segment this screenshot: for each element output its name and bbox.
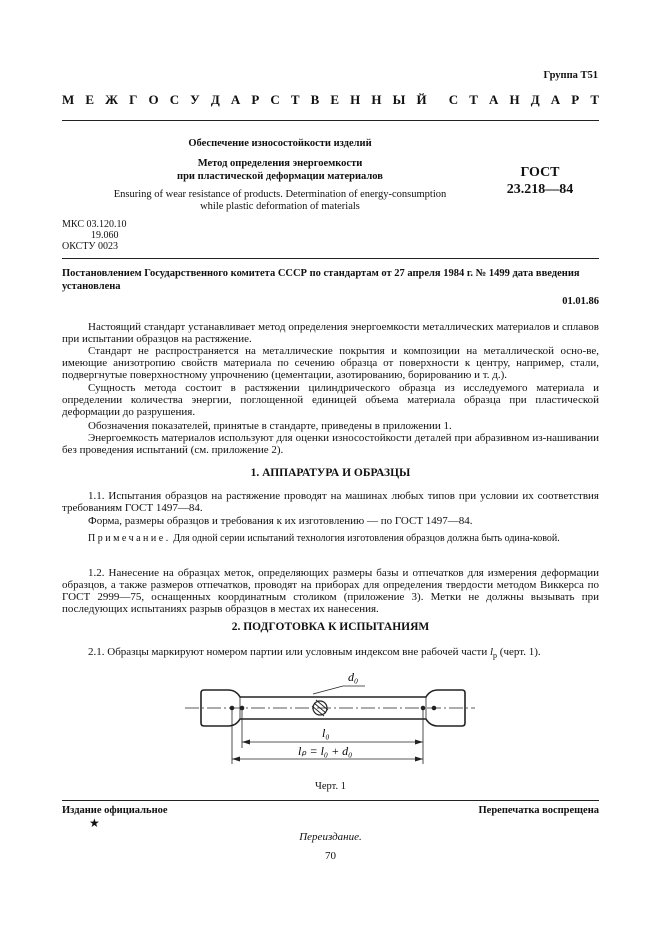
d0-label: d₀	[348, 670, 359, 684]
d0-leader	[313, 686, 343, 694]
banner-letter: Й	[416, 92, 427, 107]
figure-caption: Черт. 1	[315, 781, 346, 792]
gauge-mark-right	[432, 706, 437, 711]
specimen-drawing	[180, 664, 480, 778]
banner-letter: Д	[210, 92, 220, 107]
lp-arrow-left	[232, 757, 240, 762]
section-1-paragraph-2: Форма, размеры образцов и требования к их изготовлению — по ГОСТ 1497—84.	[88, 515, 473, 527]
introduction-date: 01.01.86	[562, 296, 599, 307]
standard-banner	[62, 92, 599, 108]
banner-letter: С	[448, 92, 459, 107]
group-code: Группа Т51	[543, 70, 598, 81]
banner-letter: Г	[129, 92, 138, 107]
gauge-mark-inner-right	[421, 706, 426, 711]
bottom-rule	[62, 800, 599, 801]
edition-label: Издание официальное	[62, 805, 168, 816]
okstu-code: ОКСТУ 0023	[62, 241, 119, 252]
section-2-paragraph-1: 2.1. Образцы маркируют номером партии или условным индексом вне рабочей части $l_p$ (черт. 1).	[88, 646, 541, 661]
gauge-mark-inner-left	[240, 706, 245, 711]
title-line-2: Метод определения энергоемкости	[197, 158, 363, 169]
intro-paragraph-3: Сущность метода состоит в растяжении цилиндрического образца из исследуемого материала и определении количества энергии, поглощенной единицей объема материала образца при пластической деформации до разрушения.	[62, 382, 599, 418]
gost-label: ГОСТ	[520, 165, 560, 180]
banner-letter: А	[550, 92, 561, 107]
reprint-notice: Перепечатка воспрещена	[478, 805, 599, 816]
english-title-1: Ensuring of wear resistance of products. Determination of energy-consumption	[113, 189, 447, 200]
intro-paragraph-1: Настоящий стандарт устанавливает метод определения энергоемкости металлических материалов и сплавов при испытании образцов на растяжение.	[62, 321, 599, 345]
banner-letter: Е	[330, 92, 340, 107]
english-title-2: while plastic deformation of materials	[200, 201, 360, 212]
intro-paragraph-4: Обозначения показателей, принятые в стандарте, приведены в приложении 1.	[88, 420, 452, 432]
banner-letter: Н	[371, 92, 382, 107]
banner-letter: А	[230, 92, 241, 107]
lp-label: lₚ = l₀ + d₀	[298, 744, 353, 758]
lp-arrow-right	[415, 757, 423, 762]
banner-letter: Т	[290, 92, 300, 107]
gauge-mark-left	[230, 706, 235, 711]
section-1-heading: 1. АППАРАТУРА И ОБРАЗЦЫ	[250, 467, 411, 479]
star-icon: ★	[89, 816, 100, 830]
mks-code-2: 19.060	[91, 230, 119, 241]
banner-letter: Ы	[392, 92, 406, 107]
top-rule	[62, 120, 599, 121]
banner-letter: С	[169, 92, 180, 107]
l0-arrow-right	[415, 740, 423, 745]
page-number: 70	[325, 850, 336, 862]
section-1-paragraph-3: 1.2. Нанесение на образцах меток, определяющих размеры базы и отпечатков для измерения деформации образцов, а также размеров отпечатков, проводят на приборах для определения твердости методом Виккерса по ГОСТ 2999—75, оснащенных координатным столиком (приложение 3). Метки не должны вызывать при последующих испытаниях разрыв образцов в местах их нанесения.	[62, 567, 599, 615]
banner-letter: Т	[590, 92, 599, 107]
mks-code-1: МКС 03.120.10	[62, 219, 127, 230]
gost-number: 23.218—84	[506, 182, 574, 197]
reissue-label: Переиздание.	[299, 831, 362, 843]
banner-letter: Ж	[105, 92, 118, 107]
banner-letter: У	[190, 92, 200, 107]
l0-arrow-left	[242, 740, 250, 745]
banner-letter: Н	[509, 92, 520, 107]
intro-paragraph-5: Энергоемкость материалов используют для оценки износостойкости деталей при абразивном из-нашивании без проведения испытаний (см. приложение 2).	[62, 432, 599, 456]
decree-text: Постановлением Государственного комитета СССР по стандартам от 27 апреля 1984 г. № 1499 дата введения установлена	[62, 268, 580, 292]
banner-letter: О	[148, 92, 159, 107]
banner-letter: А	[489, 92, 499, 107]
intro-paragraph-2: Стандарт не распространяется на металлические покрытия и композиции на металлической осно-ве, имеющие анизотропию свойств материала по сечению образца от поверхности к центру, например, стали, подвергнутые поверхностному упрочнению (цементации, азотированию, борированию и т. д.).	[62, 345, 599, 381]
banner-letter: Д	[530, 92, 540, 107]
middle-rule	[62, 258, 599, 259]
section-1-note: Примечание. Для одной серии испытаний технология изготовления образцов должна быть одина-ковой.	[88, 533, 560, 544]
banner-letter: Р	[251, 92, 260, 107]
banner-letter: Е	[85, 92, 95, 107]
banner-letter: В	[310, 92, 320, 107]
title-line-3: при пластической деформации материалов	[177, 171, 383, 182]
banner-letter: Т	[469, 92, 478, 107]
l0-label: l₀	[322, 726, 330, 740]
title-line-1: Обеспечение износостойкости изделий	[188, 138, 372, 149]
banner-letter: М	[62, 92, 75, 107]
section-1-paragraph-1: 1.1. Испытания образцов на растяжение проводят на машинах любых типов при условии их соответствия требованиям ГОСТ 1497—84.	[62, 490, 599, 514]
banner-letter: С	[270, 92, 280, 107]
banner-letter: Н	[350, 92, 361, 107]
banner-letter: Р	[571, 92, 580, 107]
section-2-heading: 2. ПОДГОТОВКА К ИСПЫТАНИЯМ	[231, 621, 430, 633]
